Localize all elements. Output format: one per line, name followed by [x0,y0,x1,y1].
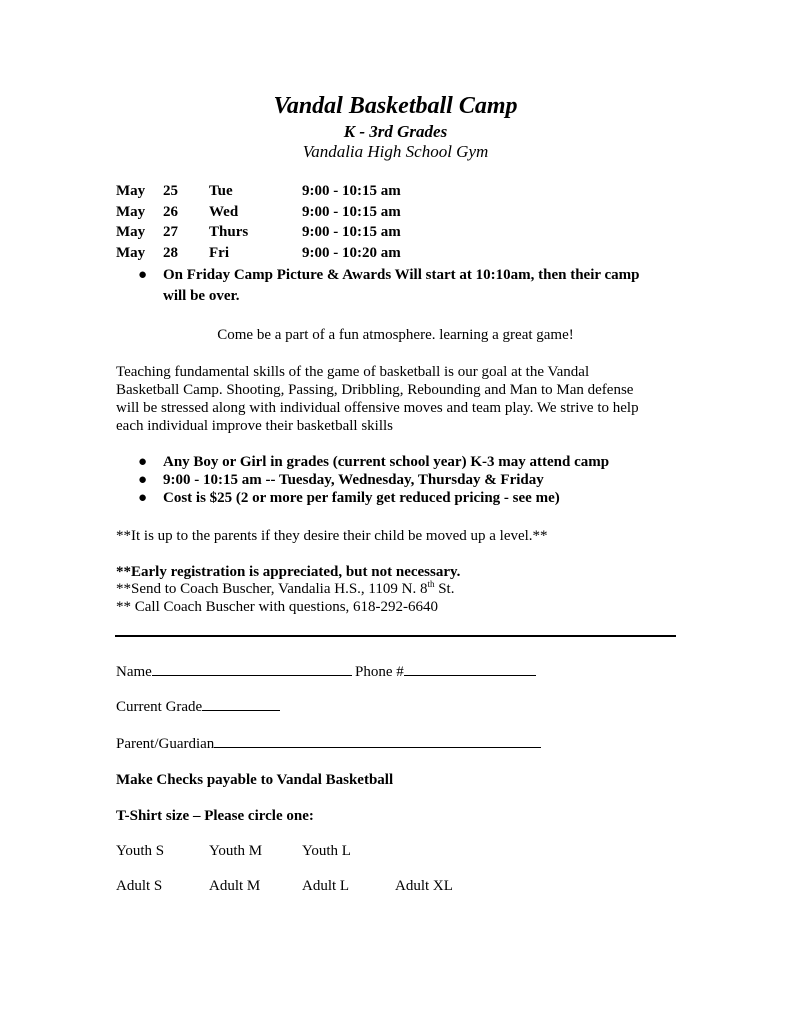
description-line: Basketball Camp. Shooting, Passing, Dribbling, Rebounding and Man to Man defense [116,382,634,398]
phone-field [355,661,536,681]
camp-title: Vandal Basketball Camp [273,93,518,119]
divider-line [115,635,676,637]
size-option-adult-l[interactable]: Adult L [302,878,350,894]
checks-payable: Make Checks payable to Vandal Basketball [116,772,394,788]
parent-note: **It is up to the parents if they desire their child be moved up a level.** [116,528,548,544]
schedule-month: May [116,204,146,220]
camp-venue: Vandalia High School Gym [302,142,489,161]
friday-note-line: On Friday Camp Picture & Awards Will start at 10:10am, then their camp [163,267,640,283]
phone-label: Phone # [355,664,404,680]
guardian-field [116,733,541,753]
early-registration: **Early registration is appreciated, but not necessary. [116,564,461,580]
size-option-adult-m[interactable]: Adult M [209,878,261,894]
phone-input-line[interactable] [404,661,536,676]
tshirt-heading: T-Shirt size – Please circle one: [116,808,314,824]
size-option-adult-s[interactable]: Adult S [116,878,163,894]
camp-grades: K - 3rd Grades [343,122,448,141]
detail-text: Cost is $25 (2 or more per family get reduced pricing - see me) [163,490,560,506]
friday-note-line: will be over. [163,288,240,304]
name-label: Name [116,664,152,680]
schedule-day: 28 [163,245,178,261]
schedule-day: 25 [163,183,178,199]
schedule-weekday: Wed [209,204,239,220]
bullet-icon: ● [138,472,148,488]
guardian-label: Parent/Guardian [116,736,215,752]
description-line: will be stressed along with individual offensive moves and team play. We strive to help [116,400,639,416]
schedule-time: 9:00 - 10:20 am [302,245,401,261]
detail-text: 9:00 - 10:15 am -- Tuesday, Wednesday, Thursday & Friday [163,472,544,488]
send-to-sup: th [427,579,435,589]
size-option-youth-s[interactable]: Youth S [116,843,165,859]
grade-field [116,696,280,716]
schedule-month: May [116,245,146,261]
description-line: Teaching fundamental skills of the game of basketball is our goal at the Vandal [116,364,590,380]
schedule-day: 26 [163,204,178,220]
grade-label: Current Grade [116,699,203,715]
bullet-icon: ● [138,490,148,506]
schedule-weekday: Tue [209,183,233,199]
send-to [116,580,454,598]
bullet-icon: ● [138,454,148,470]
schedule-day: 27 [163,224,178,240]
schedule-weekday: Fri [209,245,229,261]
schedule-time: 9:00 - 10:15 am [302,183,401,199]
send-to-suffix: St. [434,581,455,597]
schedule-time: 9:00 - 10:15 am [302,204,401,220]
call-info: ** Call Coach Buscher with questions, 618-292-6640 [116,599,439,615]
guardian-input-line[interactable] [214,733,541,748]
name-field [116,661,352,681]
tagline: Come be a part of a fun atmosphere. learning a great game! [217,327,574,343]
detail-text: Any Boy or Girl in grades (current school year) K-3 may attend camp [163,454,610,470]
size-option-adult-xl[interactable]: Adult XL [395,878,453,894]
size-option-youth-m[interactable]: Youth M [209,843,263,859]
schedule-weekday: Thurs [209,224,249,240]
send-to-text: **Send to Coach Buscher, Vandalia H.S., 1109 N. 8 [116,581,428,597]
grade-input-line[interactable] [202,696,280,711]
bullet-icon: ● [138,267,148,283]
size-option-youth-l[interactable]: Youth L [302,843,351,859]
schedule-month: May [116,183,146,199]
name-input-line[interactable] [152,661,352,676]
description-line: each individual improve their basketball skills [116,418,394,434]
schedule-time: 9:00 - 10:15 am [302,224,401,240]
schedule-month: May [116,224,146,240]
